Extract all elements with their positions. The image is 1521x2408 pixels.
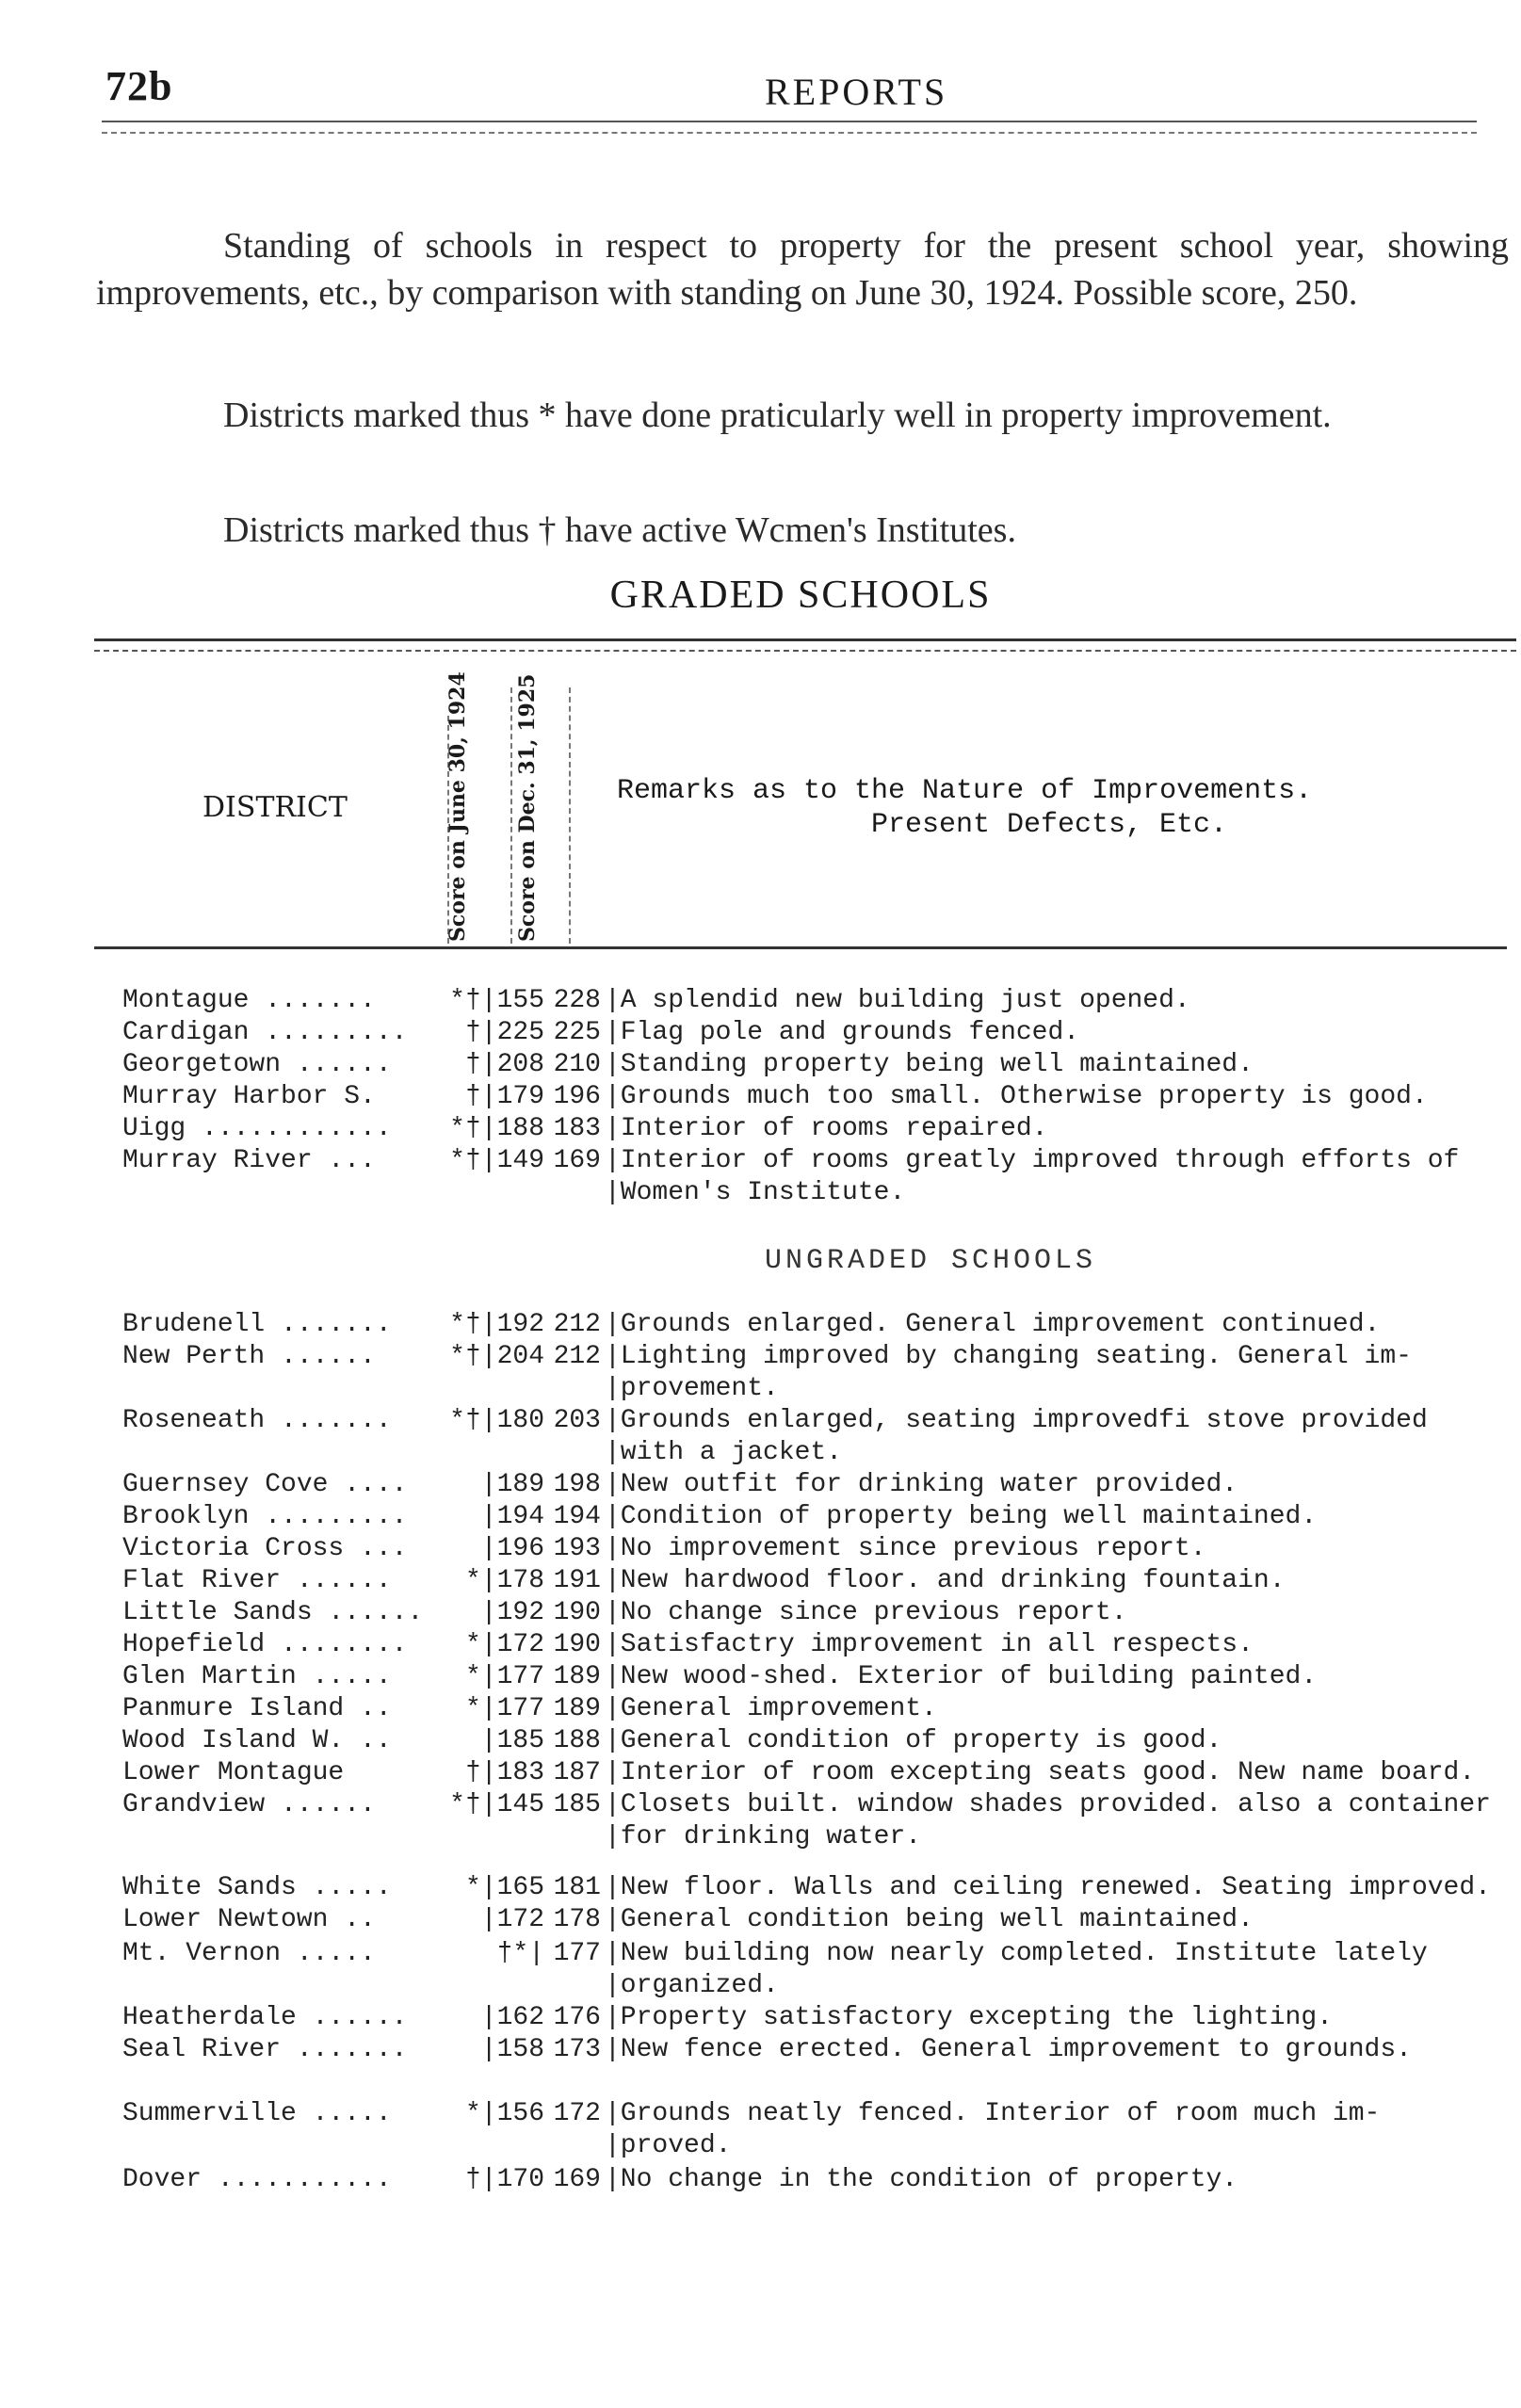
table-row — [122, 1757, 1516, 1789]
remark-continuation: |with a jacket. — [605, 1438, 843, 1467]
score-1925: 190 — [553, 1598, 601, 1627]
remark: |Grounds neatly fenced. Interior of room much im- — [605, 2099, 1381, 2128]
table-row — [122, 2098, 1516, 2160]
score-1924 — [481, 1533, 544, 1565]
score-1925: 210 — [553, 1050, 601, 1079]
district-name: Uigg ............ — [122, 1114, 392, 1143]
district-name: Heatherdale ...... — [122, 2003, 408, 2032]
remark: |New outfit for drinking water provided. — [605, 1470, 1238, 1499]
district-mark: † — [464, 1082, 481, 1111]
remark: |New floor. Walls and ceiling renewed. Seating improved. — [605, 1873, 1491, 1902]
score-1924 — [481, 2034, 544, 2066]
ungraded-schools-title: UNGRADED SCHOOLS — [765, 1245, 1097, 1277]
district-name: Brooklyn ......... — [122, 1502, 408, 1531]
score-1925: 185 — [553, 1790, 601, 1819]
district-mark: * — [464, 1566, 481, 1595]
score-1924-value: |183 — [480, 1758, 544, 1787]
score-1925: 177 — [553, 1939, 601, 1968]
header-rule — [102, 121, 1477, 122]
score-1924-value: |179 — [480, 1082, 544, 1111]
score-1924 — [481, 2002, 544, 2034]
score-1925: 196 — [553, 1082, 601, 1111]
score-1925: 194 — [553, 1502, 601, 1531]
score-1924 — [465, 1757, 544, 1789]
district-mark: † — [464, 1758, 481, 1787]
score-1925: 188 — [553, 1726, 601, 1755]
remark-continuation: |proved. — [605, 2131, 732, 2160]
district-name: Victoria Cross ... — [122, 1534, 408, 1563]
table-row — [122, 1309, 1516, 1341]
table-row — [122, 1081, 1516, 1113]
table-row — [122, 985, 1516, 1017]
score-1924 — [449, 1113, 544, 1145]
table-row — [122, 1565, 1516, 1597]
score-1925: 212 — [553, 1342, 601, 1371]
district-name: White Sands ..... — [122, 1873, 392, 1902]
table-row — [122, 1469, 1516, 1501]
intro-paragraph: Standing of schools in respect to property for the present school year, showing improvements, etc., by comparison with standing on June 30, 1924. Possible score, 250. — [96, 226, 1509, 313]
district-name: Panmure Island .. — [122, 1694, 392, 1723]
page-header-title: REPORTS — [765, 71, 948, 113]
score-1924 — [449, 1341, 544, 1373]
score-1924 — [465, 2164, 544, 2196]
remark: |General improvement. — [605, 1694, 937, 1723]
remark: |New fence erected. General improvement to grounds. — [605, 2035, 1412, 2064]
score-1924-value: |162 — [480, 2003, 544, 2032]
score-1925: 172 — [553, 2099, 601, 2128]
district-name: Glen Martin ..... — [122, 1662, 392, 1691]
remark: |Satisfactry improvement in all respects. — [605, 1630, 1254, 1659]
district-mark: * — [464, 1873, 481, 1902]
district-mark: *† — [449, 1406, 481, 1435]
score-1925: 189 — [553, 1694, 601, 1723]
district-mark: †* — [496, 1939, 529, 1968]
district-name: Dover ........... — [122, 2165, 392, 2194]
remark: |No change since previous report. — [605, 1598, 1127, 1627]
table-row — [122, 2002, 1516, 2034]
remark: |A splendid new building just opened. — [605, 986, 1190, 1015]
table-row — [122, 1661, 1516, 1693]
score-1925: 187 — [553, 1758, 601, 1787]
table-row — [122, 1597, 1516, 1629]
remark: |General condition being well maintained. — [605, 1905, 1254, 1934]
remark: |Interior of rooms repaired. — [605, 1114, 1048, 1143]
score-1924-value: |172 — [480, 1630, 544, 1659]
score-1924 — [497, 1938, 544, 1970]
table-row — [122, 1049, 1516, 1081]
score-1924 — [481, 1597, 544, 1629]
table-row — [122, 1629, 1516, 1661]
remarks-header-line2: Present Defects, Etc. — [871, 809, 1228, 841]
district-mark: *† — [449, 1146, 481, 1175]
remark: |Grounds enlarged. General improvement continued. — [605, 1310, 1381, 1339]
header-bottom-rule — [94, 946, 1507, 949]
score-1924-value: |189 — [480, 1470, 544, 1499]
score-1924 — [449, 1145, 544, 1177]
district-name: Murray Harbor S. — [122, 1082, 376, 1111]
remark: |Interior of room excepting seats good. New name board. — [605, 1758, 1476, 1787]
score-1924-value: |158 — [480, 2035, 544, 2064]
table-row — [122, 1872, 1516, 1904]
score-1924 — [465, 2098, 544, 2130]
district-name: Lower Montague — [122, 1758, 345, 1787]
remark: |Condition of property being well maintained. — [605, 1502, 1318, 1531]
column-divider — [569, 687, 571, 944]
score-1924 — [465, 1661, 544, 1693]
district-name: Montague ....... — [122, 986, 376, 1015]
score-1924 — [481, 1501, 544, 1533]
score-1924 — [465, 1629, 544, 1661]
score-1924-value: |208 — [480, 1050, 544, 1079]
remarks-header-line1: Remarks as to the Nature of Improvements. — [617, 775, 1313, 807]
score-1924-value: |180 — [480, 1406, 544, 1435]
district-mark: * — [464, 2099, 481, 2128]
score-1925: 225 — [553, 1018, 601, 1047]
table-row — [122, 1405, 1516, 1467]
score-1924-value: |225 — [480, 1018, 544, 1047]
graded-schools-title: GRADED SCHOOLS — [609, 574, 992, 617]
score-1925: 228 — [553, 986, 601, 1015]
score-1924-value: |155 — [480, 986, 544, 1015]
column-header-district: DISTRICT — [202, 791, 348, 824]
score-1925: 212 — [553, 1310, 601, 1339]
table-row — [122, 1789, 1516, 1851]
score-1924 — [449, 1405, 544, 1437]
score-1925: 178 — [553, 1905, 601, 1934]
score-1924 — [465, 1049, 544, 1081]
district-name: Murray River ... — [122, 1146, 376, 1175]
district-name: Cardigan ......... — [122, 1018, 408, 1047]
district-name: Flat River ...... — [122, 1566, 392, 1595]
score-1924-value: |177 — [480, 1662, 544, 1691]
table-row — [122, 1145, 1516, 1207]
district-mark: † — [464, 2165, 481, 2194]
district-name: Seal River ....... — [122, 2035, 408, 2064]
remark: |Flag pole and grounds fenced. — [605, 1018, 1080, 1047]
asterisk-note: Districts marked thus * have done praticularly well in property improvement. — [223, 396, 1332, 435]
score-1925: 191 — [553, 1566, 601, 1595]
table-row — [122, 1693, 1516, 1725]
score-1925: 181 — [553, 1873, 601, 1902]
remark: |Property satisfactory excepting the lighting. — [605, 2003, 1333, 2032]
score-1924-value: |204 — [480, 1342, 544, 1371]
table-row — [122, 1904, 1516, 1936]
table-row — [122, 2034, 1516, 2066]
district-mark: * — [464, 1694, 481, 1723]
district-name: Mt. Vernon ..... — [122, 1939, 376, 1968]
score-1925: 183 — [553, 1114, 601, 1143]
remark: |General condition of property is good. — [605, 1726, 1222, 1755]
dagger-note: Districts marked thus † have active Wcmen's Institutes. — [223, 510, 1016, 550]
score-1924-value: |145 — [480, 1790, 544, 1819]
remark: |No change in the condition of property. — [605, 2165, 1238, 2194]
district-mark: *† — [449, 1114, 481, 1143]
score-1924-value: |196 — [480, 1534, 544, 1563]
district-mark: *† — [449, 1790, 481, 1819]
score-1924 — [481, 1725, 544, 1757]
table-row — [122, 2164, 1516, 2196]
remark: |Grounds much too small. Otherwise property is good. — [605, 1082, 1428, 1111]
column-header-score-1925: Score on Dec. 31, 1925 — [515, 673, 540, 942]
page-number: 72b — [105, 63, 173, 109]
score-1925: 190 — [553, 1630, 601, 1659]
district-mark: * — [464, 1630, 481, 1659]
remark: |Grounds enlarged, seating improvedfi stove provided — [605, 1406, 1428, 1435]
remark: |New hardwood floor. and drinking fountain. — [605, 1566, 1286, 1595]
score-1925: 169 — [553, 2165, 601, 2194]
table-row — [122, 1113, 1516, 1145]
district-name: Georgetown ...... — [122, 1050, 392, 1079]
score-1925: 173 — [553, 2035, 601, 2064]
score-1925: 176 — [553, 2003, 601, 2032]
score-1924 — [465, 1081, 544, 1113]
district-mark: † — [464, 1018, 481, 1047]
table-top-rule — [94, 638, 1516, 641]
district-mark: *† — [449, 986, 481, 1015]
remark: |Lighting improved by changing seating. General im- — [605, 1342, 1412, 1371]
score-1924-value: |185 — [480, 1726, 544, 1755]
district-name: New Perth ...... — [122, 1342, 376, 1371]
remark-continuation: |organized. — [605, 1971, 779, 2000]
remark: |Interior of rooms greatly improved through efforts of — [605, 1146, 1460, 1175]
column-header-remarks — [617, 774, 1512, 842]
remark: |No improvement since previous report. — [605, 1534, 1206, 1563]
remark: |New wood-shed. Exterior of building painted. — [605, 1662, 1318, 1691]
column-divider — [510, 687, 512, 944]
district-name: Summerville ..... — [122, 2099, 392, 2128]
district-name: Guernsey Cove .... — [122, 1470, 408, 1499]
remark-continuation: |Women's Institute. — [605, 1178, 906, 1207]
score-1924-value: |170 — [480, 2165, 544, 2194]
score-1924 — [449, 1309, 544, 1341]
score-1924 — [465, 1565, 544, 1597]
district-name: Lower Newtown .. — [122, 1905, 376, 1934]
table-row — [122, 1725, 1516, 1757]
score-1925: 189 — [553, 1662, 601, 1691]
district-name: Wood Island W. .. — [122, 1726, 392, 1755]
district-mark: † — [464, 1050, 481, 1079]
score-1924-value: |156 — [480, 2099, 544, 2128]
score-1924 — [449, 985, 544, 1017]
score-1925: 203 — [553, 1406, 601, 1435]
table-row — [122, 1501, 1516, 1533]
table-row — [122, 1017, 1516, 1049]
score-1924-value: |177 — [480, 1694, 544, 1723]
score-1924 — [481, 1469, 544, 1501]
score-1925: 198 — [553, 1470, 601, 1499]
district-name: Little Sands ...... — [122, 1598, 424, 1627]
score-1924-value: |172 — [480, 1905, 544, 1934]
column-header-score-1924: Score on June 30, 1924 — [445, 671, 470, 942]
table-top-rule-dashed — [94, 650, 1516, 652]
remark-continuation: |provement. — [605, 1374, 779, 1403]
score-1924-value: |178 — [480, 1566, 544, 1595]
district-mark: * — [464, 1662, 481, 1691]
score-1925: 169 — [553, 1146, 601, 1175]
score-1924 — [449, 1789, 544, 1821]
score-1924-value: |165 — [480, 1873, 544, 1902]
table-row — [122, 1938, 1516, 2000]
score-1925: 193 — [553, 1534, 601, 1563]
table-row — [122, 1533, 1516, 1565]
remark-continuation: |for drinking water. — [605, 1822, 922, 1851]
score-1924-value: |192 — [480, 1310, 544, 1339]
score-1924-value: |192 — [480, 1598, 544, 1627]
score-1924 — [465, 1693, 544, 1725]
score-1924-value: |149 — [480, 1146, 544, 1175]
score-1924 — [465, 1017, 544, 1049]
district-name: Hopefield ........ — [122, 1630, 408, 1659]
district-name: Grandview ...... — [122, 1790, 376, 1819]
district-name: Brudenell ....... — [122, 1310, 392, 1339]
score-1924 — [465, 1872, 544, 1904]
score-1924-value: |188 — [480, 1114, 544, 1143]
score-1924 — [481, 1904, 544, 1936]
remark: |Closets built. window shades provided. also a container — [605, 1790, 1491, 1819]
district-mark: *† — [449, 1342, 481, 1371]
score-1924-value: | — [528, 1939, 544, 1968]
remark: |New building now nearly completed. Institute lately — [605, 1939, 1428, 1968]
district-name: Roseneath ....... — [122, 1406, 392, 1435]
table-row — [122, 1341, 1516, 1403]
district-mark: *† — [449, 1310, 481, 1339]
header-rule-dashed — [102, 132, 1477, 134]
remark: |Standing property being well maintained. — [605, 1050, 1254, 1079]
score-1924-value: |194 — [480, 1502, 544, 1531]
